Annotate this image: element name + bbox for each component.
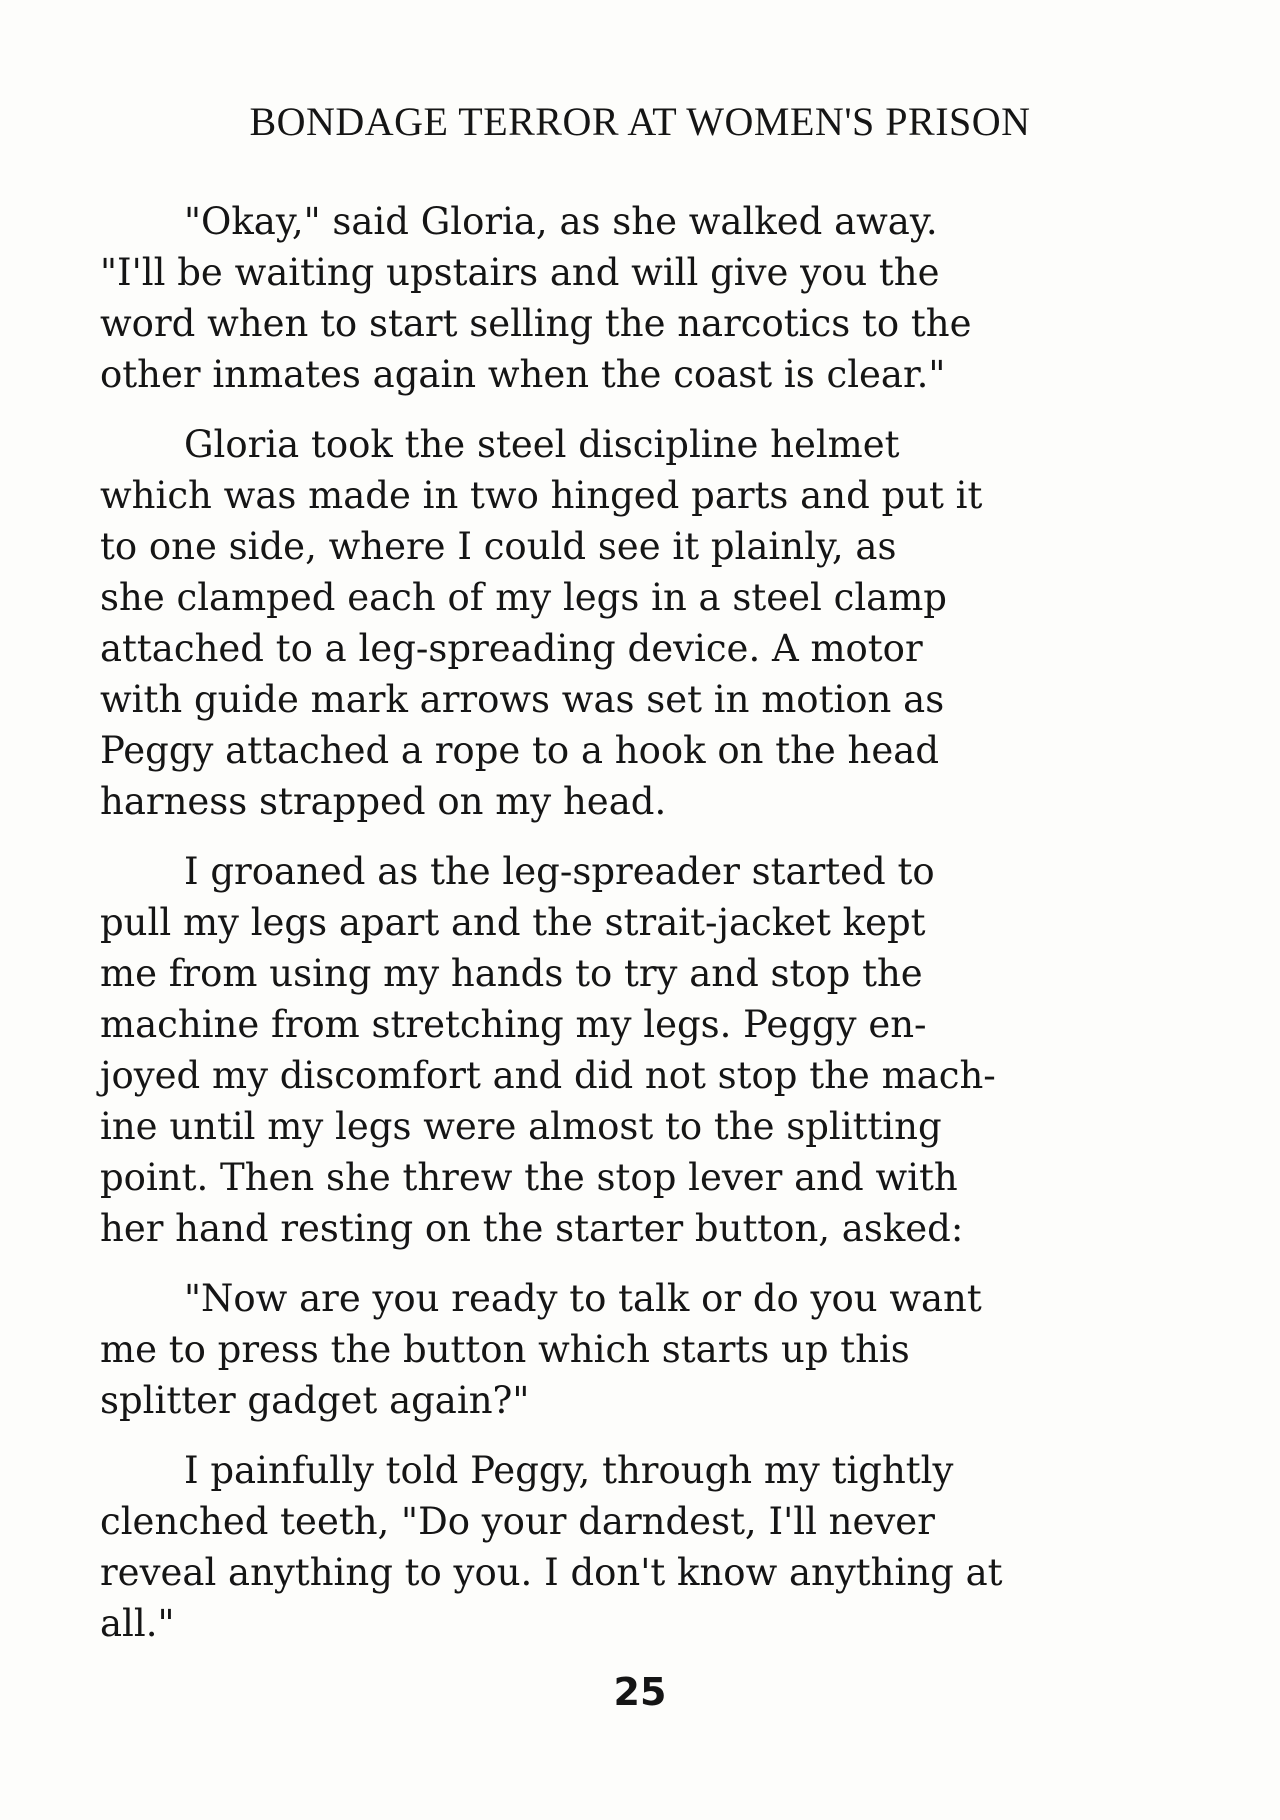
- body-text: [100, 196, 1180, 1668]
- paragraph: [100, 1273, 1180, 1426]
- text-line: Peggy attached a rope to a hook on the head: [100, 729, 940, 772]
- text-line: pull my legs apart and the strait-jacket kept: [100, 901, 926, 944]
- text-line: splitter gadget again?": [100, 1379, 530, 1422]
- text-line: machine from stretching my legs. Peggy en-: [100, 1003, 927, 1046]
- text-line: joyed my discomfort and did not stop the mach-: [100, 1054, 996, 1097]
- text-line: reveal anything to you. I don't know anything at: [100, 1551, 1003, 1594]
- text-line: point. Then she threw the stop lever and with: [100, 1156, 958, 1199]
- text-line: she clamped each of my legs in a steel clamp: [100, 576, 947, 619]
- text-line: with guide mark arrows was set in motion as: [100, 678, 945, 721]
- text-line: clenched teeth, "Do your darndest, I'll never: [100, 1500, 935, 1543]
- paragraph: [100, 196, 1180, 400]
- text-line: her hand resting on the starter button, asked:: [100, 1207, 964, 1250]
- text-line: Gloria took the steel discipline helmet: [184, 423, 900, 466]
- text-line: all.": [100, 1602, 175, 1645]
- paragraph: [100, 419, 1180, 827]
- text-line: attached to a leg-spreading device. A motor: [100, 627, 923, 670]
- text-line: other inmates again when the coast is clear.": [100, 353, 946, 396]
- text-line: me from using my hands to try and stop the: [100, 952, 923, 995]
- text-line: word when to start selling the narcotics to the: [100, 302, 972, 345]
- page-number: 25: [613, 1670, 667, 1714]
- text-line: I groaned as the leg-spreader started to: [184, 850, 935, 893]
- running-head: BONDAGE TERROR AT WOMEN'S PRISON: [249, 99, 1031, 144]
- paragraph: [100, 846, 1180, 1254]
- paragraph: [100, 1445, 1180, 1649]
- text-line: me to press the button which starts up this: [100, 1328, 910, 1371]
- text-line: ine until my legs were almost to the splitting: [100, 1105, 942, 1148]
- text-line: "Now are you ready to talk or do you want: [184, 1277, 982, 1320]
- text-line: which was made in two hinged parts and put it: [100, 474, 983, 517]
- text-line: harness strapped on my head.: [100, 780, 667, 823]
- text-line: "I'll be waiting upstairs and will give you the: [100, 251, 940, 294]
- text-line: I painfully told Peggy, through my tightly: [184, 1449, 954, 1492]
- text-line: "Okay," said Gloria, as she walked away.: [184, 200, 938, 243]
- text-line: to one side, where I could see it plainly, as: [100, 525, 897, 568]
